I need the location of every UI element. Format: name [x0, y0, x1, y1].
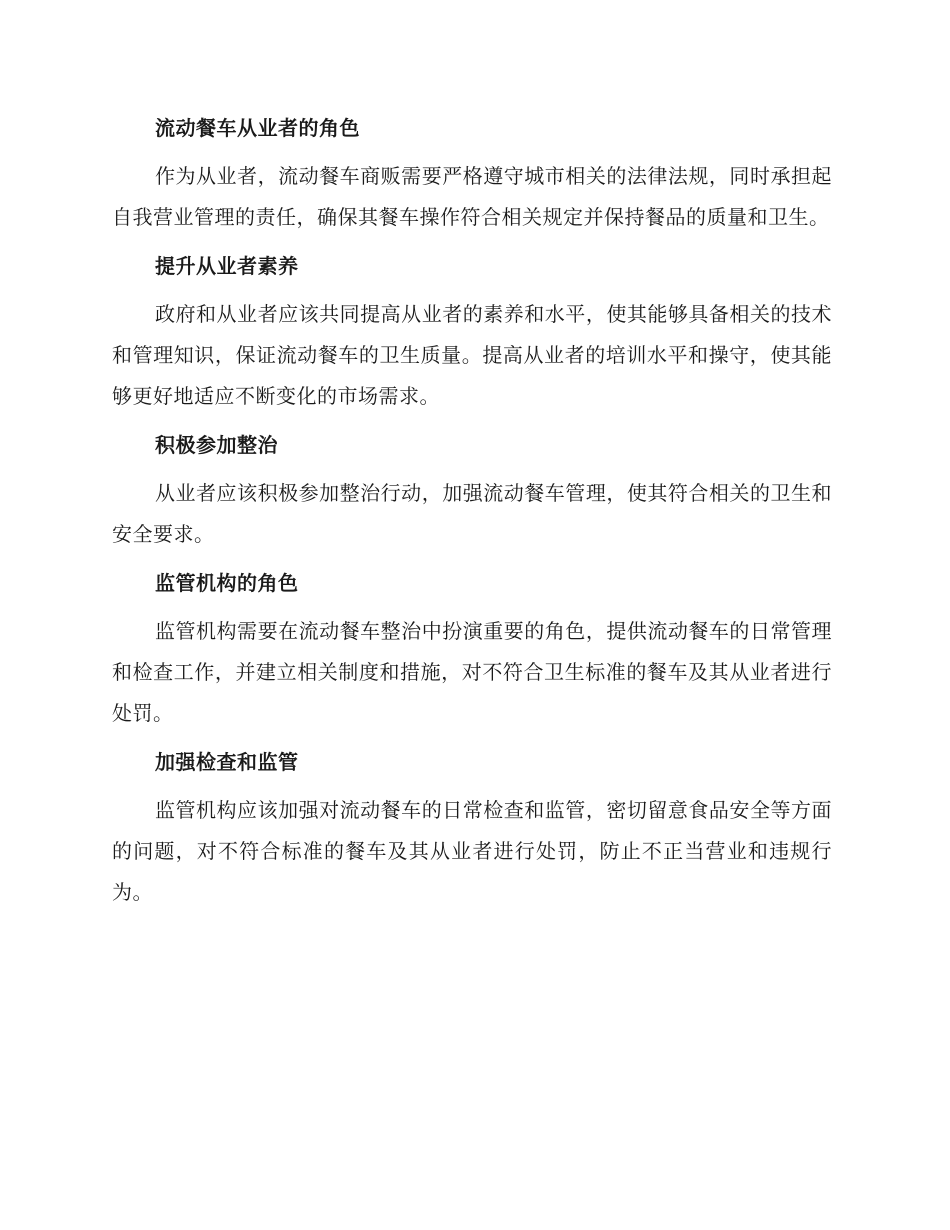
section-paragraph: 从业者应该积极参加整治行动，加强流动餐车管理，使其符合相关的卫生和安全要求。 [112, 481, 832, 546]
section-regulator-role [112, 563, 832, 734]
section-paragraph: 监管机构需要在流动餐车整治中扮演重要的角色，提供流动餐车的日常管理和检查工作，并建立相关制度和措施，对不符合卫生标准的餐车及其从业者进行处罚。 [112, 619, 832, 725]
section-strengthen-inspection [112, 742, 832, 913]
section-heading: 提升从业者素养 [155, 254, 299, 278]
document-page [112, 108, 832, 921]
section-heading: 积极参加整治 [155, 433, 278, 457]
section-practitioner-role [112, 108, 832, 238]
section-paragraph: 政府和从业者应该共同提高从业者的素养和水平，使其能够具备相关的技术和管理知识，保证流动餐车的卫生质量。提高从业者的培训水平和操守，使其能够更好地适应不断变化的市场需求。 [112, 302, 832, 408]
section-paragraph: 作为从业者，流动餐车商贩需要严格遵守城市相关的法律法规，同时承担起自我营业管理的责任，确保其餐车操作符合相关规定并保持餐品的质量和卫生。 [112, 164, 832, 229]
section-heading: 流动餐车从业者的角色 [155, 116, 360, 140]
section-heading: 加强检查和监管 [155, 750, 299, 774]
section-improve-quality [112, 246, 832, 417]
section-participate-rectification [112, 425, 832, 555]
section-heading: 监管机构的角色 [155, 571, 299, 595]
section-paragraph: 监管机构应该加强对流动餐车的日常检查和监管，密切留意食品安全等方面的问题，对不符合标准的餐车及其从业者进行处罚，防止不正当营业和违规行为。 [112, 798, 832, 904]
